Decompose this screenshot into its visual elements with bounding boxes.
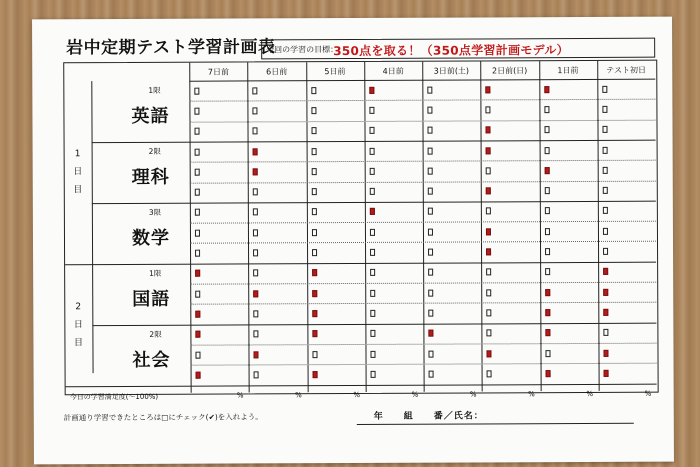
checkbox[interactable] [311, 188, 316, 195]
subject-name: 数学 [131, 228, 171, 250]
checkbox[interactable] [369, 147, 374, 154]
satisfaction-percent-field[interactable]: % [353, 390, 361, 399]
checkbox[interactable] [602, 167, 607, 174]
column-divider [247, 62, 249, 392]
checkbox-checked[interactable] [253, 290, 258, 297]
period-label: 3限 [148, 207, 162, 217]
checkbox[interactable] [195, 209, 200, 216]
checkbox-checked[interactable] [312, 330, 317, 337]
checkbox[interactable] [545, 248, 550, 255]
day-column-divider [91, 81, 93, 373]
checkbox[interactable] [253, 87, 258, 94]
checkbox-checked[interactable] [603, 349, 608, 356]
checkbox[interactable] [428, 249, 433, 256]
column-divider [189, 63, 191, 393]
student-name-label: 年 組 番／氏名： [373, 411, 484, 422]
column-divider [306, 62, 308, 392]
goal-text: 350点を取る！（350点学習計画モデル） [333, 43, 570, 59]
checkbox[interactable] [602, 86, 607, 93]
day-label: 目 [73, 185, 83, 196]
checkbox-checked[interactable] [603, 309, 608, 316]
column-divider [364, 62, 366, 392]
satisfaction-percent-field[interactable]: % [236, 390, 244, 400]
period-divider [92, 322, 656, 325]
checkbox[interactable] [194, 108, 199, 115]
checkbox[interactable] [428, 310, 433, 317]
checkbox-checked[interactable] [369, 87, 374, 94]
checkbox-checked[interactable] [486, 127, 491, 134]
period-divider [66, 383, 657, 387]
checkbox[interactable] [195, 250, 200, 257]
checkbox[interactable] [195, 229, 200, 236]
column-divider [597, 61, 599, 391]
checkbox[interactable] [486, 289, 491, 296]
checkbox[interactable] [428, 289, 433, 296]
goal-label: 今回の学習の目標： [266, 45, 339, 55]
column-header: 5日前 [324, 67, 346, 77]
checkbox[interactable] [370, 249, 375, 256]
checkbox[interactable] [427, 86, 432, 93]
checkbox-checked[interactable] [544, 167, 549, 174]
checkbox[interactable] [602, 106, 607, 113]
checkbox-checked[interactable] [603, 370, 608, 377]
column-header: 7日前 [207, 67, 229, 77]
checkbox[interactable] [253, 270, 258, 277]
checkbox[interactable] [370, 350, 375, 357]
checkbox-checked[interactable] [195, 270, 200, 277]
checkbox-checked[interactable] [196, 372, 201, 379]
checkbox[interactable] [487, 330, 492, 337]
checkbox[interactable] [428, 269, 433, 276]
checkbox[interactable] [370, 269, 375, 276]
checkbox-checked[interactable] [312, 270, 317, 277]
checkbox[interactable] [195, 189, 200, 196]
checkbox[interactable] [369, 107, 374, 114]
checkbox[interactable] [312, 249, 317, 256]
checkbox-checked[interactable] [253, 148, 258, 155]
checkbox[interactable] [544, 228, 549, 235]
checkbox[interactable] [487, 309, 492, 316]
checkbox-checked[interactable] [312, 310, 317, 317]
checkbox[interactable] [195, 351, 200, 358]
checkbox-checked[interactable] [603, 289, 608, 296]
checkbox-checked[interactable] [545, 289, 550, 296]
name-input-line[interactable] [357, 423, 634, 425]
checkbox-checked[interactable] [486, 147, 491, 154]
checkbox[interactable] [429, 370, 434, 377]
day-label: 日 [73, 167, 83, 178]
column-header: 3日前(土) [433, 66, 470, 76]
checkbox[interactable] [369, 127, 374, 134]
checkbox-checked[interactable] [486, 86, 491, 93]
checkbox[interactable] [253, 107, 258, 114]
checkbox[interactable] [253, 229, 258, 236]
checkbox[interactable] [370, 310, 375, 317]
subject-name: 国語 [132, 288, 171, 311]
checkbox[interactable] [428, 147, 433, 154]
checkbox[interactable] [603, 228, 608, 235]
instruction-note: 計画通り学習できたところは□にチェック(✔)を入れよう。 [63, 412, 263, 423]
checkbox[interactable] [311, 107, 316, 114]
checkbox[interactable] [544, 147, 549, 154]
checkbox[interactable] [428, 208, 433, 215]
checkbox-checked[interactable] [486, 228, 491, 235]
study-plan-sheet [32, 17, 674, 465]
period-label: 1限 [148, 85, 161, 95]
day-label: 2 [75, 301, 82, 312]
satisfaction-percent-field[interactable]: % [411, 390, 419, 399]
checkbox[interactable] [312, 351, 317, 358]
checkbox[interactable] [253, 189, 258, 196]
checkbox[interactable] [370, 229, 375, 236]
checkbox[interactable] [428, 167, 433, 174]
checkbox[interactable] [370, 290, 375, 297]
column-header: 4日前 [382, 66, 404, 76]
checkbox-checked[interactable] [545, 309, 550, 316]
checkbox-checked[interactable] [545, 329, 550, 336]
checkbox-checked[interactable] [370, 208, 375, 215]
satisfaction-label: 今日の学習満足度(〜100%) [69, 392, 159, 401]
period-divider [65, 261, 656, 265]
checkbox-checked[interactable] [428, 330, 433, 337]
period-label: 1限 [149, 268, 162, 278]
checkbox[interactable] [603, 329, 608, 336]
period-divider [92, 200, 656, 203]
checkbox[interactable] [311, 127, 316, 134]
goal-box [261, 38, 655, 60]
day-label: 日 [73, 319, 83, 330]
column-divider [422, 62, 424, 392]
period-divider [92, 140, 656, 143]
column-header: 2日前(日) [491, 66, 528, 76]
checkbox[interactable] [370, 188, 375, 195]
subject-name: 英語 [131, 106, 170, 128]
checkbox[interactable] [486, 208, 491, 215]
checkbox-checked[interactable] [312, 371, 317, 378]
checkbox[interactable] [254, 331, 259, 338]
checkbox-checked[interactable] [544, 86, 549, 93]
checkbox[interactable] [427, 107, 432, 114]
satisfaction-percent-field[interactable]: % [295, 390, 302, 399]
day-label: 目 [73, 337, 83, 348]
period-label: 2限 [148, 146, 161, 156]
checkbox[interactable] [603, 248, 608, 255]
checkbox[interactable] [545, 350, 550, 357]
checkbox[interactable] [253, 209, 258, 216]
checkbox[interactable] [311, 209, 316, 216]
checkbox[interactable] [428, 127, 433, 134]
checkbox[interactable] [194, 87, 199, 94]
checkbox-checked[interactable] [487, 350, 492, 357]
checkbox[interactable] [603, 187, 608, 194]
checkbox[interactable] [370, 330, 375, 337]
checkbox[interactable] [253, 128, 258, 135]
checkbox[interactable] [602, 126, 607, 133]
checkbox[interactable] [486, 269, 491, 276]
checkbox[interactable] [311, 168, 316, 175]
checkbox-checked[interactable] [253, 168, 258, 175]
checkbox[interactable] [428, 228, 433, 235]
checkbox[interactable] [544, 126, 549, 133]
satisfaction-percent-field[interactable]: % [644, 389, 652, 398]
checkbox[interactable] [254, 310, 259, 317]
column-header: 1日前 [557, 66, 579, 76]
checkbox[interactable] [486, 167, 491, 174]
checkbox[interactable] [369, 168, 374, 175]
checkbox[interactable] [486, 106, 491, 113]
subject-name: 理科 [131, 167, 170, 189]
satisfaction-percent-field[interactable]: % [528, 389, 535, 398]
page-title: 岩中定期テスト学習計画表 [66, 37, 276, 59]
checkbox[interactable] [195, 148, 200, 155]
checkbox[interactable] [311, 229, 316, 236]
subject-name: 社会 [132, 349, 171, 372]
checkbox[interactable] [428, 350, 433, 357]
checkbox[interactable] [544, 106, 549, 113]
column-header: テスト初日 [606, 65, 646, 75]
checkbox[interactable] [195, 290, 200, 297]
satisfaction-percent-field[interactable]: % [586, 389, 594, 398]
checkbox-checked[interactable] [312, 290, 317, 297]
column-divider [539, 61, 541, 391]
checkbox[interactable] [603, 207, 608, 214]
checkbox[interactable] [602, 146, 607, 153]
checkbox[interactable] [487, 370, 492, 377]
checkbox[interactable] [311, 87, 316, 94]
checkbox[interactable] [254, 371, 259, 378]
checkbox[interactable] [545, 268, 550, 275]
checkbox[interactable] [370, 371, 375, 378]
checkbox[interactable] [428, 188, 433, 195]
satisfaction-percent-field[interactable]: % [469, 389, 477, 398]
column-header: 6日前 [266, 67, 288, 77]
column-divider [480, 61, 482, 391]
checkbox-checked[interactable] [195, 331, 200, 338]
checkbox-checked[interactable] [195, 311, 200, 318]
plan-table [63, 60, 658, 401]
checkbox-checked[interactable] [486, 188, 491, 195]
checkbox[interactable] [544, 208, 549, 215]
checkbox-checked[interactable] [545, 370, 550, 377]
checkbox[interactable] [195, 169, 200, 176]
checkbox[interactable] [544, 187, 549, 194]
checkbox-checked[interactable] [254, 351, 259, 358]
period-label: 2限 [149, 329, 162, 339]
day-label: 1 [74, 149, 81, 160]
checkbox[interactable] [195, 128, 200, 135]
checkbox-checked[interactable] [603, 268, 608, 275]
checkbox[interactable] [253, 249, 258, 256]
checkbox[interactable] [311, 148, 316, 155]
checkbox-checked[interactable] [486, 248, 491, 255]
